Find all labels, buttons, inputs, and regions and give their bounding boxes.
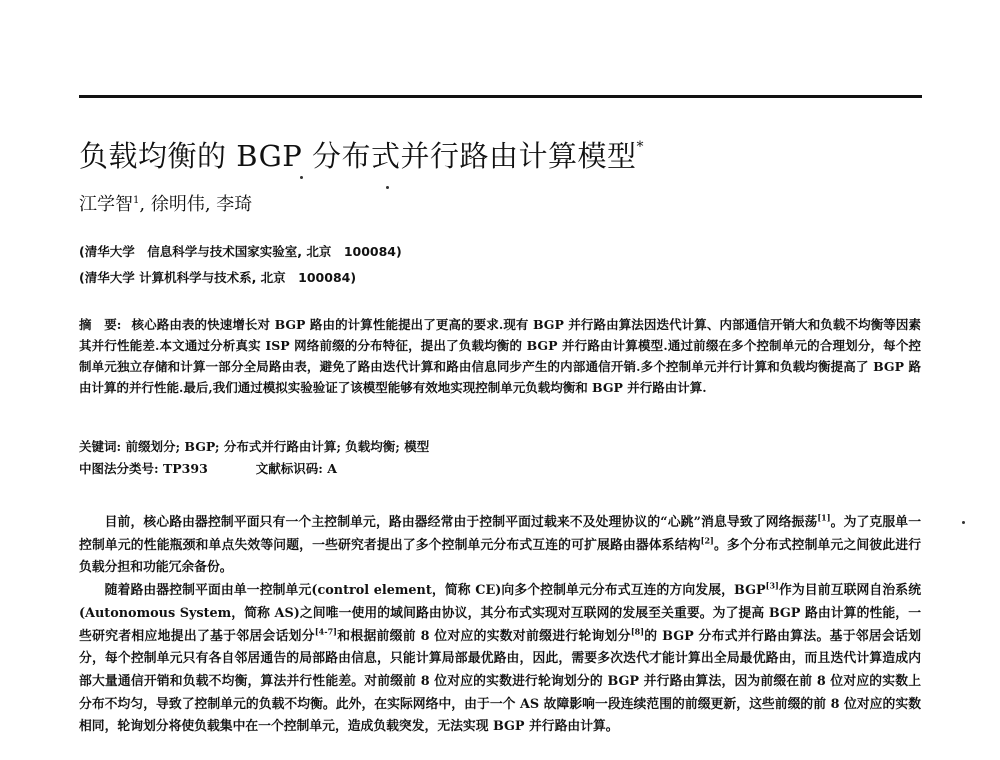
paragraph-1 [79,512,921,580]
title-text: 负载均衡的 BGP 分布式并行路由计算模型 [79,139,637,173]
text-run: 目前，核心路由器控制平面只有一个主控制单元，路由器经常由于控制平面过载来不及处理协议的“心跳”消息导致了网络振荡 [104,515,818,530]
title-footnote-mark: * [636,139,644,156]
citation: [1] [817,512,831,523]
classification-number: 中图法分类号: TP393 [79,461,208,476]
abstract-text: 核心路由表的快速增长对 BGP 路由的计算性能提出了更高的要求.现有 BGP 并行路由算法因迭代计算、内部通信开销大和负载不均衡等因素其并行性能差.本文通过分析真实 ISP 网络前缀的分布特征，提出了负载均衡的 BGP 并行路由计算模型.通过前缀在多个控制单元的合理划分，每个控制单元独立存储和计算一部分全局路由表，避免了路由迭代计算和路由信息同步产生的内部通信开销.多个控制单元并行计算和负载均衡提高了 BGP 路由计算的并行性能.最后,我们通过模拟实验验证了该模型能够有效地实现控制单元负载均衡和 BGP 并行路由计算. [79,317,921,395]
body-text [79,512,921,739]
abstract-label: 摘 要: [79,317,122,332]
text-run: 的 BGP 分布式并行路由算法。基于邻居会话划分，每个控制单元只有各自邻居通告的局部路由信息，只能计算局部最优路由，因此，需要多次迭代才能计算出全局最优路由，而且迭代计算造成内部大量通信开销和负载不均衡，算法并行性能差。对前缀前 8 位对应的实数进行轮询划分的 BGP 并行路由算法，因为前缀在前 8 位对应的实数上分布不均匀，导致了控制单元的负载不均衡。此外，在实际网络中，由于一个 AS 故障影响一段连续范围的前缀更新，这些前缀的前 8 位对应的实数相同，轮询划分将使负载集中在一个控制单元，造成负载突发，无法实现 BGP 并行路由计算。 [79,628,922,735]
paper-title [79,134,644,175]
citation: [3] [765,580,779,591]
abstract [79,314,921,398]
text-run: 。多个分布式控制单元之间彼此进行负载分担和功能冗余备份。 [79,537,922,576]
author-first: 江学智 [79,194,133,215]
citation: [8] [630,626,644,637]
paragraph-2 [79,580,921,739]
citation: [2] [700,535,714,546]
citation: [4-7] [314,626,337,637]
author-mark: 1 [133,195,140,206]
keywords: 关键词: 前缀划分; BGP; 分布式并行路由计算; 负载均衡; 模型 [79,439,430,454]
text-run: 作为目前互联网自治系统(Autonomous System，简称 AS)之间唯一使用的域间路由协议，其分布式实现对互联网的发展至关重要。为了提高 BGP 路由计算的性能，一些研究者相应地提出了基于邻居会话划分 [79,583,921,644]
affiliation-1: (清华大学 信息科学与技术国家实验室, 北京 100084) [79,244,402,259]
scan-speck [300,176,303,179]
scan-speck [962,521,965,524]
text-run: 和根据前缀前 8 位对应的实数对前缀进行轮询划分 [336,628,631,644]
text-run: 。为了克服单一控制单元的性能瓶颈和单点失效等问题，一些研究者提出了多个控制单元分布式互连的可扩展路由器体系结构 [79,515,921,553]
text-run: 随着路由器控制平面由单一控制单元(control element，简称 CE)向多个控制单元分布式互连的方向发展，BGP [104,583,766,599]
classification-line [79,459,337,477]
scan-speck [386,186,389,189]
author-line [79,190,252,216]
header-rule [79,95,922,98]
affiliation-2: (清华大学 计算机科学与技术系, 北京 100084) [79,270,357,285]
document-code: 文献标识码: A [255,461,337,476]
author-rest: , 徐明伟, 李琦 [139,194,253,215]
